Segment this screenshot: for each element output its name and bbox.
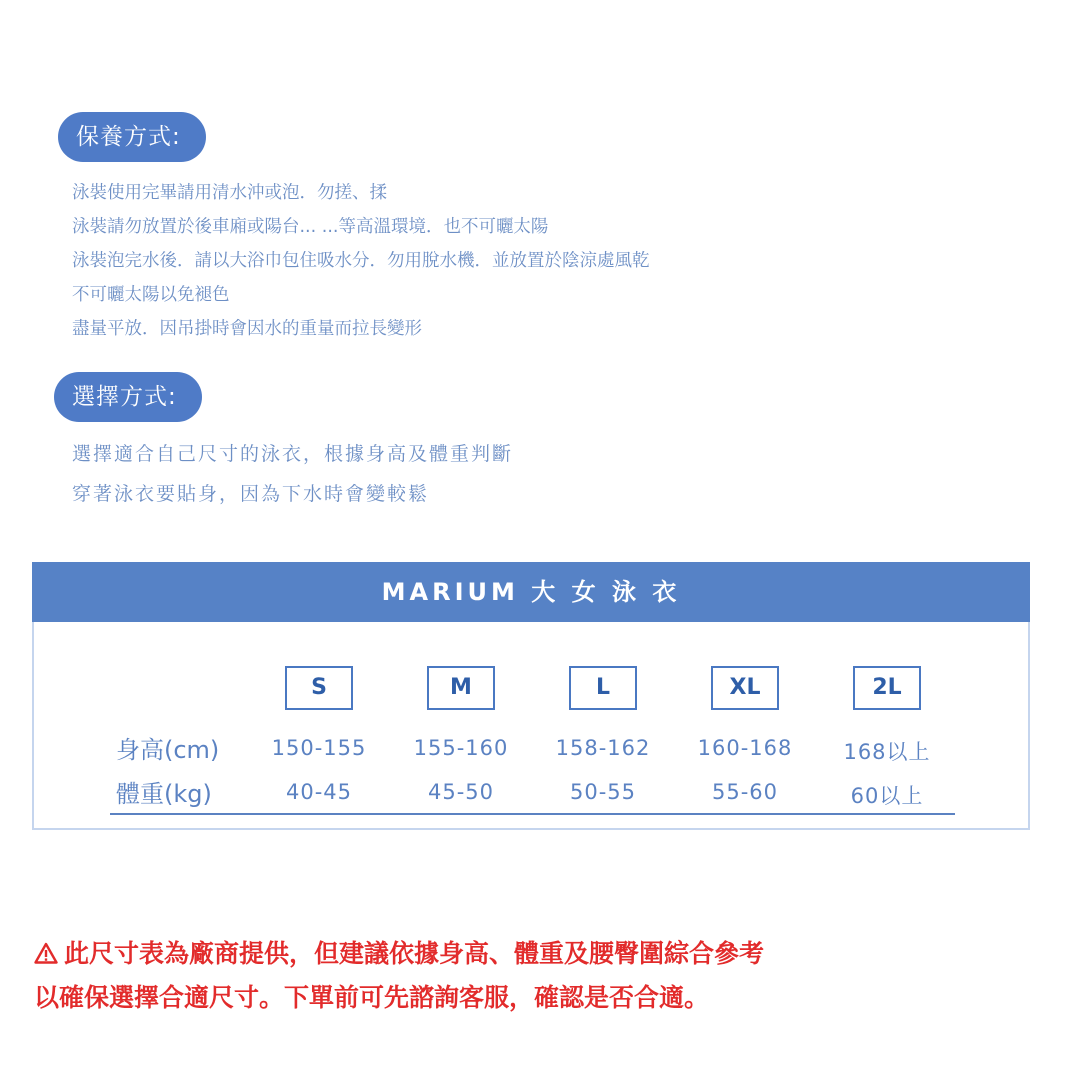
weight-cell: 45-50 (427, 780, 495, 804)
size-m: M (427, 666, 495, 710)
weight-cell: 55-60 (711, 780, 779, 804)
care-heading: 保養方式: (58, 112, 206, 162)
weight-cell: 50-55 (569, 780, 637, 804)
notice-text-1: 此尺寸表為廠商提供，但建議依據身高、體重及腰臀圍綜合參考 (64, 939, 765, 968)
height-label: 身高(cm) (116, 736, 220, 764)
size-2l: 2L (853, 666, 921, 710)
size-xl: XL (711, 666, 779, 710)
weight-cell: 40-45 (285, 780, 353, 804)
warning-icon (34, 932, 64, 976)
weight-label: 體重(kg) (116, 780, 212, 808)
height-cell: 160-168 (697, 736, 793, 760)
care-line: 泳裝請勿放置於後車廂或陽台... ...等高溫環境．也不可曬太陽 (72, 217, 549, 237)
select-heading: 選擇方式: (54, 372, 202, 422)
weight-cell: 60以上 (850, 784, 924, 808)
table-divider (110, 813, 955, 815)
select-line: 穿著泳衣要貼身，因為下水時會變較鬆 (72, 483, 430, 505)
table-title: MARIUM 大 女 泳 衣 (32, 562, 1030, 622)
height-cell: 158-162 (555, 736, 651, 760)
height-cell: 155-160 (413, 736, 509, 760)
care-line: 不可曬太陽以免褪色 (72, 285, 230, 305)
size-notice (34, 932, 764, 1020)
select-line: 選擇適合自己尺寸的泳衣，根據身高及體重判斷 (72, 443, 514, 465)
care-line: 泳裝使用完畢請用清水沖或泡．勿搓、揉 (72, 183, 387, 203)
notice-line-2: 以確保選擇合適尺寸。下單前可先諮詢客服，確認是否合適。 (34, 983, 710, 1012)
height-cell: 150-155 (271, 736, 367, 760)
care-line: 盡量平放．因吊掛時會因水的重量而拉長變形 (72, 319, 422, 339)
size-l: L (569, 666, 637, 710)
height-cell: 168以上 (843, 740, 931, 764)
select-instructions (72, 436, 513, 516)
size-table (32, 562, 1030, 830)
size-s: S (285, 666, 353, 710)
care-line: 泳裝泡完水後．請以大浴巾包住吸水分．勿用脫水機．並放置於陰涼處風乾 (72, 251, 650, 271)
notice-line-1 (34, 932, 764, 976)
care-instructions (72, 178, 650, 348)
